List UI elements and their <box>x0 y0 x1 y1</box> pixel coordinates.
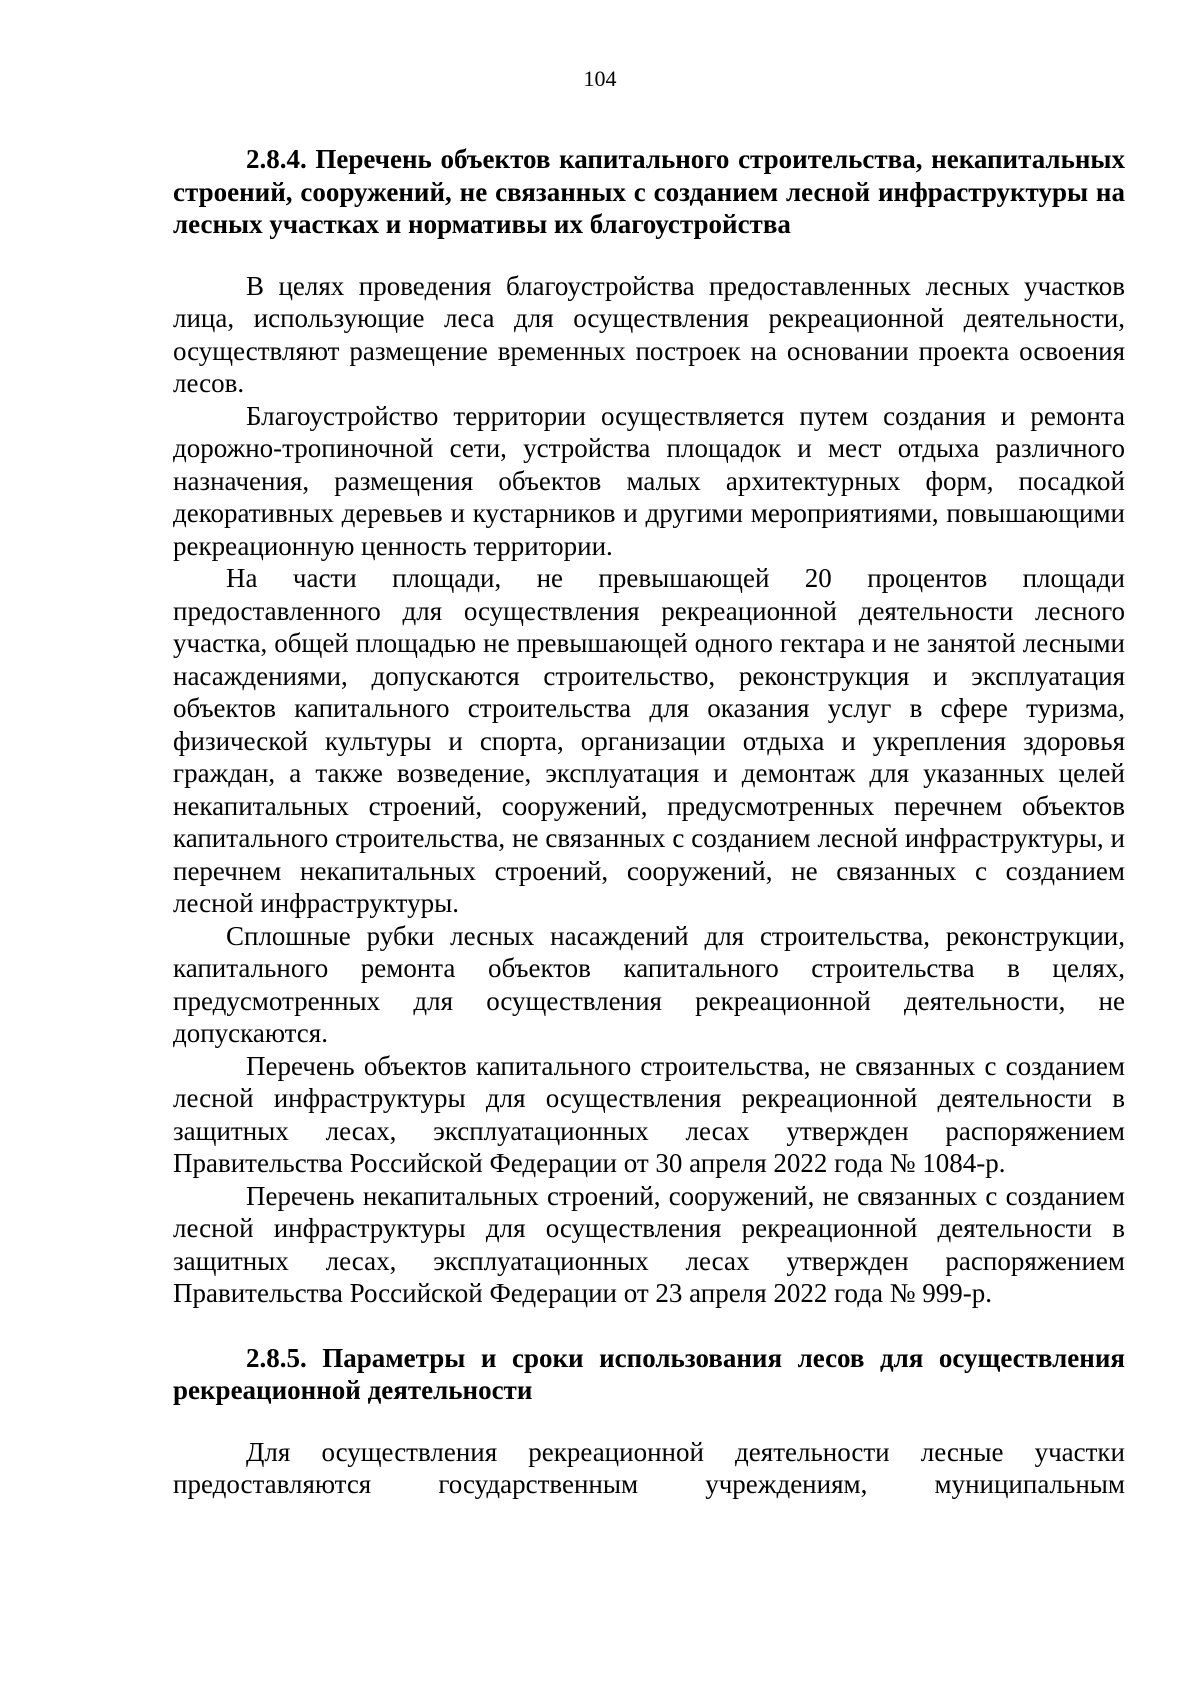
paragraph-temporary-buildings: В целях проведения благоустройства предоставленных лесных участков лица, использующие леса для осуществления рекреационной деятельности, осуществляют размещение временных построек на основании проекта освоения лесов. <box>173 270 1125 398</box>
paragraph-non-capital-objects-list: Перечень некапитальных строений, сооружений, не связанных с созданием лесной инфраструктуры для осуществления рекреационной деятельности в защитных лесах, эксплуатационных лесах утвержден распоряжением Правительства Российской Федерации от 23 апреля 2022 года № 999-р. <box>173 1180 1125 1308</box>
paragraph-capital-objects-list: Перечень объектов капитального строительства, не связанных с созданием лесной инфраструктуры для осуществления рекреационной деятельности в защитных лесах, эксплуатационных лесах утвержден распоряжением Правительства Российской Федерации от 30 апреля 2022 года № 1084-р. <box>173 1050 1125 1178</box>
page-body <box>173 143 1125 1501</box>
paragraph-clear-cutting: Сплошные рубки лесных насаждений для строительства, реконструкции, капитального ремонта объектов капитального строительства в целях, предусмотренных для осуществления рекреационной деятельности, не допускаются. <box>173 920 1125 1048</box>
paragraph-landscaping: Благоустройство территории осуществляется путем создания и ремонта дорожно-тропиночной сети, устройства площадок и мест отдыха различного назначения, размещения объектов малых архитектурных форм, посадкой декоративных деревьев и кустарников и другими мероприятиями, повышающими рекреационную ценность территории. <box>173 400 1125 561</box>
section-heading-2-8-5: 2.8.5. Параметры и сроки использования лесов для осуществления рекреационной деятельности <box>173 1342 1125 1405</box>
page-number: 104 <box>583 66 617 91</box>
section-heading-2-8-4: 2.8.4. Перечень объектов капитального строительства, некапитальных строений, сооружений, не связанных с созданием лесной инфраструктуры на лесных участках и нормативы их благоустройства <box>173 144 1125 239</box>
paragraph-area-limits: На части площади, не превышающей 20 процентов площади предоставленного для осуществления рекреационной деятельности лесного участка, общей площадью не превышающей одного гектара и не занятой лесными насаждениями, допускаются строительство, реконструкция и эксплуатация объектов капитального строительства для оказания услуг в сфере туризма, физической культуры и спорта, организации отдыха и укрепления здоровья граждан, а также возведение, эксплуатация и демонтаж для указанных целей некапитальных строений, сооружений, предусмотренных перечнем объектов капитального строительства, не связанных с созданием лесной инфраструктуры, и перечнем некапитальных строений, сооружений, не связанных с созданием лесной инфраструктуры. <box>173 563 1125 918</box>
paragraph-recreation-provision: Для осуществления рекреационной деятельности лесные участки предоставляются государственным учреждениям, муниципальным <box>173 1436 1125 1499</box>
